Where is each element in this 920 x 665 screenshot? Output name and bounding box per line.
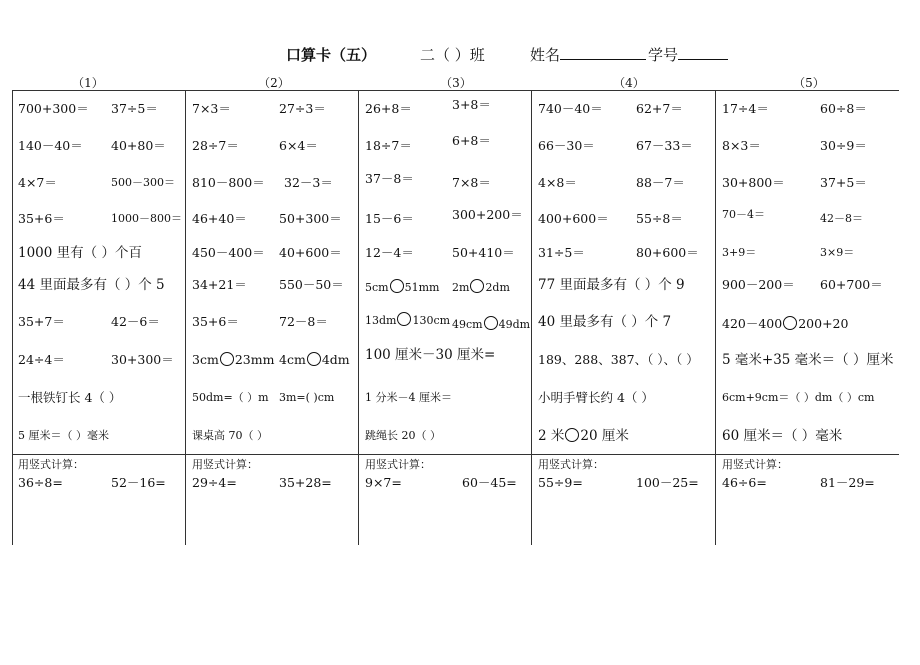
vertical-calc-label: 用竖式计算：	[192, 458, 258, 471]
problem: 28÷7＝	[192, 138, 239, 153]
compare-problem	[452, 316, 530, 333]
compare-circle-icon	[397, 312, 411, 326]
word-problem: 1 分米－4 厘米＝	[365, 391, 452, 404]
problem: 18÷7＝	[365, 138, 412, 153]
problem: 6×4＝	[279, 138, 318, 153]
vertical-problem: 9×7=	[365, 475, 402, 490]
problem: 12－4＝	[365, 245, 414, 260]
problem: 30+300＝	[111, 352, 174, 367]
problem: 26+8＝	[365, 101, 412, 116]
col-divider	[531, 90, 532, 545]
problem: 67－33＝	[636, 138, 693, 153]
problem: 60÷8＝	[820, 101, 867, 116]
problem: 15－6＝	[365, 211, 414, 226]
problem: 30÷9＝	[820, 138, 867, 153]
vertical-problem: 60－45=	[462, 475, 517, 490]
compare-circle-icon	[783, 316, 797, 330]
compare-circle-icon	[390, 279, 404, 293]
word-problem: 60 厘米＝（ ）毫米	[722, 428, 843, 444]
problem: 80+600＝	[636, 245, 699, 260]
compare-problem	[365, 279, 439, 296]
problem: 27÷3＝	[279, 101, 326, 116]
problem: 8×3＝	[722, 138, 761, 153]
problem: 300+200＝	[452, 207, 523, 222]
problem: 35+6＝	[192, 314, 239, 329]
problem: 1000－800＝	[111, 212, 182, 225]
problem: 32－3＝	[284, 175, 333, 190]
column-number: （3）	[440, 76, 472, 90]
name-blank	[560, 45, 646, 60]
compare-left: 13dm	[365, 314, 397, 327]
compare-circle-icon	[565, 428, 579, 442]
problem: 50dm=（ ）m	[192, 391, 269, 404]
column-number: （1）	[72, 76, 104, 90]
column-number: （2）	[258, 76, 290, 90]
problem: 55÷8＝	[636, 211, 683, 226]
compare-problem	[192, 352, 274, 368]
word-problem: 6cm+9cm＝（ ）dm（ ）cm	[722, 391, 875, 404]
compare-right: 2dm	[485, 281, 510, 294]
problem: 450－400＝	[192, 245, 265, 260]
compare-left: 49cm	[452, 318, 483, 331]
col-divider	[358, 90, 359, 545]
word-problem: 44 里面最多有（ ）个 5	[18, 277, 165, 293]
section-rule	[12, 454, 899, 455]
column-number: （4）	[613, 76, 645, 90]
vertical-problem: 46÷6=	[722, 475, 767, 490]
word-problem: 1000 里有（ ）个百	[18, 245, 142, 261]
compare-right: 4dm	[321, 352, 350, 367]
compare-left: 5cm	[365, 281, 389, 294]
compare-problem	[279, 352, 350, 368]
id-blank	[678, 45, 728, 60]
col-divider	[715, 90, 716, 545]
compare-circle-icon	[220, 352, 234, 366]
problem: 70－4＝	[722, 208, 765, 221]
problem: 46+40＝	[192, 211, 247, 226]
problem: 66－30＝	[538, 138, 595, 153]
problem: 3+8＝	[452, 97, 491, 112]
problem: 37÷5＝	[111, 101, 158, 116]
problem: 140－40＝	[18, 138, 83, 153]
problem: 3+9＝	[722, 246, 757, 259]
problem: 3×9＝	[820, 246, 855, 259]
word-problem: 一根铁钉长 4（ ）	[18, 390, 122, 405]
compare-problem	[538, 428, 629, 444]
word-problem: 课桌高 70（ ）	[192, 429, 268, 442]
problem: 30+800＝	[722, 175, 785, 190]
compare-left: 420－400	[722, 316, 783, 331]
compare-left: 3cm	[192, 352, 219, 367]
problem: 24÷4＝	[18, 352, 65, 367]
problem: 50+300＝	[279, 211, 342, 226]
worksheet-title: 口算卡（五）	[286, 46, 377, 64]
problem: 50+410＝	[452, 245, 515, 260]
vertical-problem: 36÷8=	[18, 475, 63, 490]
compare-problem	[365, 312, 450, 329]
name-label: 姓名	[530, 46, 561, 64]
class-label: 二（ ）班	[420, 46, 485, 64]
problem: 4×7＝	[18, 175, 57, 190]
compare-circle-icon	[470, 279, 484, 293]
col-divider	[12, 90, 13, 545]
compare-circle-icon	[307, 352, 321, 366]
id-label: 学号	[648, 46, 679, 64]
vertical-problem: 29÷4=	[192, 475, 237, 490]
compare-right: 200+20	[798, 316, 849, 331]
problem: 42－6＝	[111, 314, 160, 329]
problem: 810－800＝	[192, 175, 265, 190]
problem: 40+80＝	[111, 138, 166, 153]
compare-right: 49dm	[498, 318, 531, 331]
problem: 900－200＝	[722, 277, 795, 292]
problem: 60+700＝	[820, 277, 883, 292]
compare-problem	[722, 316, 848, 332]
problem: 31÷5＝	[538, 245, 585, 260]
vertical-calc-label: 用竖式计算：	[365, 458, 431, 471]
word-problem: 77 里面最多有（ ）个 9	[538, 277, 685, 293]
col-divider	[185, 90, 186, 545]
compare-circle-icon	[484, 316, 498, 330]
problem: 6+8＝	[452, 133, 491, 148]
vertical-problem: 55÷9=	[538, 475, 583, 490]
id-field	[648, 44, 728, 65]
problem: 17÷4＝	[722, 101, 769, 116]
word-problem: 100 厘米－30 厘米=	[365, 347, 496, 363]
compare-right: 20 厘米	[580, 428, 629, 444]
sequence-problem: 189、288、387、（ ）、（ ）	[538, 352, 699, 367]
problem: 40+600＝	[279, 245, 342, 260]
problem: 400+600＝	[538, 211, 609, 226]
vertical-problem: 81－29=	[820, 475, 875, 490]
problem: 3m=( )cm	[279, 391, 335, 404]
word-problem: 跳绳长 20（ ）	[365, 429, 441, 442]
problem: 7×8＝	[452, 175, 491, 190]
problem: 34+21＝	[192, 277, 247, 292]
problem: 7×3＝	[192, 101, 231, 116]
word-problem: 小明手臂长约 4（ ）	[538, 390, 654, 405]
worksheet-header	[0, 44, 920, 66]
compare-right: 23mm	[234, 352, 275, 367]
compare-left: 4cm	[279, 352, 306, 367]
vertical-calc-label: 用竖式计算：	[538, 458, 604, 471]
compare-left: 2m	[452, 281, 470, 294]
compare-right: 130cm	[412, 314, 451, 327]
compare-left: 2 米	[538, 428, 565, 444]
compare-problem	[452, 279, 510, 296]
problem: 740－40＝	[538, 101, 603, 116]
problem: 42－8＝	[820, 212, 863, 225]
problem: 500－300＝	[111, 176, 175, 189]
vertical-problem: 35+28=	[279, 475, 332, 490]
problem: 37+5＝	[820, 175, 867, 190]
name-field	[530, 44, 646, 65]
word-problem: 5 毫米+35 毫米＝（ ）厘米	[722, 352, 894, 368]
problem: 62+7＝	[636, 101, 683, 116]
column-number: （5）	[793, 76, 825, 90]
vertical-problem: 52－16=	[111, 475, 166, 490]
problem: 35+7＝	[18, 314, 65, 329]
problem: 35+6＝	[18, 211, 65, 226]
problem: 88－7＝	[636, 175, 685, 190]
problem: 550－50＝	[279, 277, 344, 292]
problem: 4×8＝	[538, 175, 577, 190]
problem: 700+300＝	[18, 101, 89, 116]
word-problem: 40 里最多有（ ）个 7	[538, 314, 672, 330]
problem: 72－8＝	[279, 314, 328, 329]
vertical-calc-label: 用竖式计算：	[18, 458, 84, 471]
vertical-problem: 100－25=	[636, 475, 699, 490]
compare-right: 51mm	[404, 281, 440, 294]
problem: 37－8＝	[365, 171, 414, 186]
word-problem: 5 厘米＝（ ）毫米	[18, 429, 109, 442]
vertical-calc-label: 用竖式计算：	[722, 458, 788, 471]
